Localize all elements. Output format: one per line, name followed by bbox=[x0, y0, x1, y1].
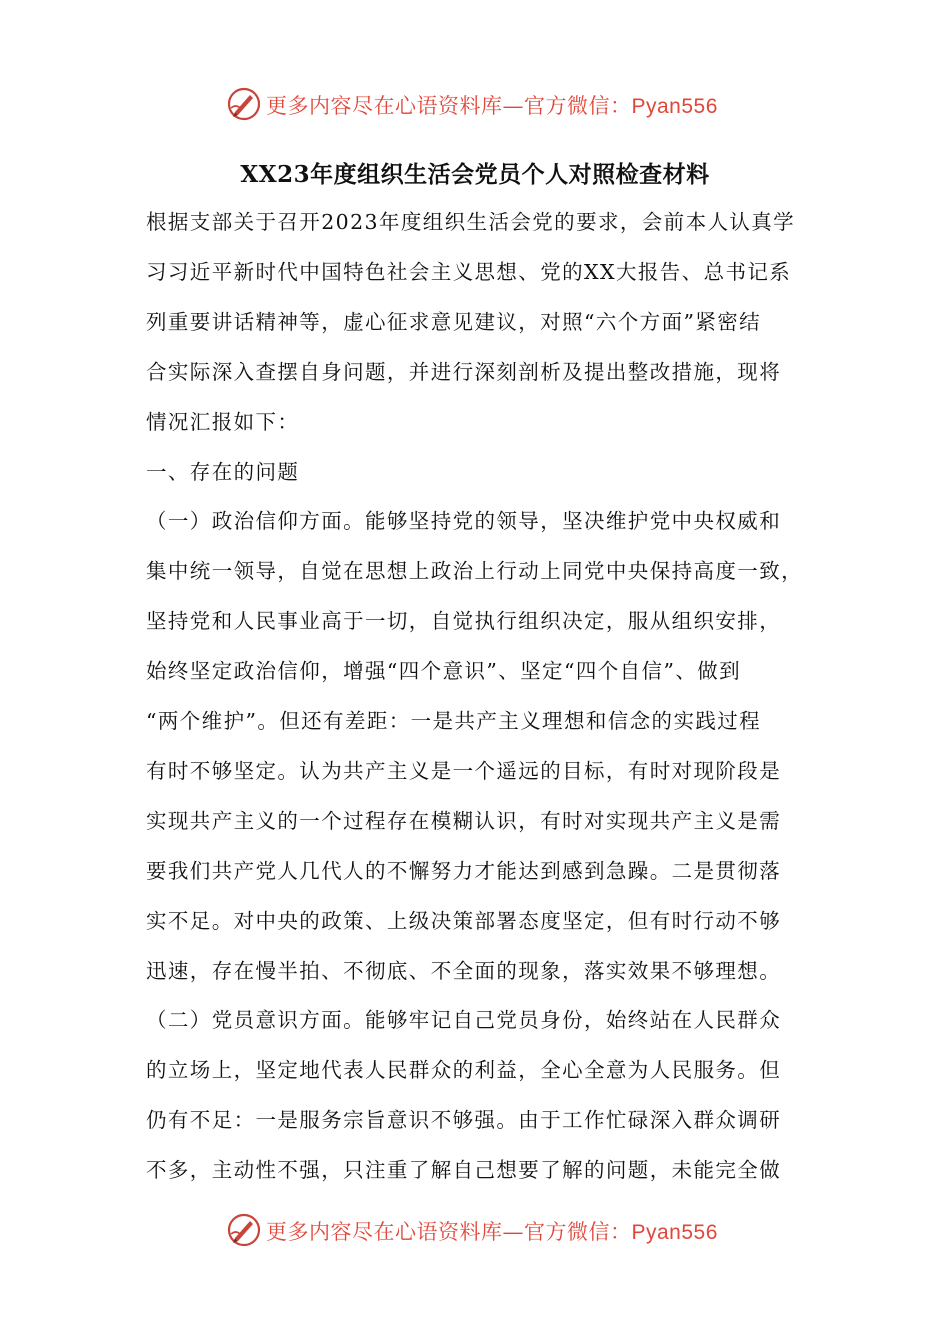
body-line: 始终坚定政治信仰，增强“四个意识”、坚定“四个自信”、做到 bbox=[146, 659, 742, 683]
watermark-text bbox=[266, 1216, 718, 1246]
body-line: 集中统一领导，自觉在思想上政治上行动上同党中央保持高度一致， bbox=[146, 559, 803, 583]
body-line: 仍有不足：一是服务宗旨意识不够强。由于工作忙碌深入群众调研 bbox=[146, 1108, 782, 1132]
body-line: 迅速，存在慢半拍、不彻底、不全面的现象，落实效果不够理想。 bbox=[146, 959, 782, 983]
pen-logo-icon bbox=[226, 86, 262, 122]
body-line: “两个维护”。但还有差距：一是共产主义理想和信念的实践过程 bbox=[146, 709, 762, 733]
body-line: 坚持党和人民事业高于一切，自觉执行组织决定，服从组织安排， bbox=[146, 609, 782, 633]
body-line: 情况汇报如下： bbox=[146, 410, 300, 434]
body-line: 合实际深入查摆自身问题，并进行深刻剖析及提出整改措施，现将 bbox=[146, 360, 782, 384]
body-line: 的立场上，坚定地代表人民群众的利益，全心全意为人民服务。但 bbox=[146, 1058, 782, 1082]
watermark-slogan: 更多内容尽在心语资料库—官方微信： bbox=[266, 1220, 632, 1244]
body-line: 要我们共产党人几代人的不懈努力才能达到感到急躁。二是贯彻落 bbox=[146, 859, 782, 883]
body-line: 一、存在的问题 bbox=[146, 460, 300, 484]
top-watermark-banner bbox=[0, 84, 950, 124]
watermark-text bbox=[266, 90, 718, 120]
pen-logo-icon bbox=[226, 1212, 262, 1248]
body-line: 根据支部关于召开2023年度组织生活会党的要求，会前本人认真学 bbox=[146, 210, 796, 234]
body-line: （二）党员意识方面。能够牢记自己党员身份，始终站在人民群众 bbox=[146, 1008, 782, 1032]
watermark-wechat-id: Pyan556 bbox=[631, 95, 718, 118]
watermark-slogan: 更多内容尽在心语资料库—官方微信： bbox=[266, 94, 632, 118]
body-line: 有时不够坚定。认为共产主义是一个遥远的目标，有时对现阶段是 bbox=[146, 759, 782, 783]
body-line: 习习近平新时代中国特色社会主义思想、党的XX大报告、总书记系 bbox=[146, 260, 792, 284]
watermark-wechat-id: Pyan556 bbox=[631, 1221, 718, 1244]
body-line: 实不足。对中央的政策、上级决策部署态度坚定，但有时行动不够 bbox=[146, 909, 782, 933]
document-title: XX23年度组织生活会党员个人对照检查材料 bbox=[240, 161, 710, 188]
body-line: （一）政治信仰方面。能够坚持党的领导，坚决维护党中央权威和 bbox=[146, 509, 782, 533]
bottom-watermark-banner bbox=[0, 1210, 950, 1250]
body-line: 不多，主动性不强，只注重了解自己想要了解的问题，未能完全做 bbox=[146, 1158, 782, 1182]
body-line: 实现共产主义的一个过程存在模糊认识，有时对实现共产主义是需 bbox=[146, 809, 782, 833]
body-line: 列重要讲话精神等，虚心征求意见建议，对照“六个方面”紧密结 bbox=[146, 310, 762, 334]
